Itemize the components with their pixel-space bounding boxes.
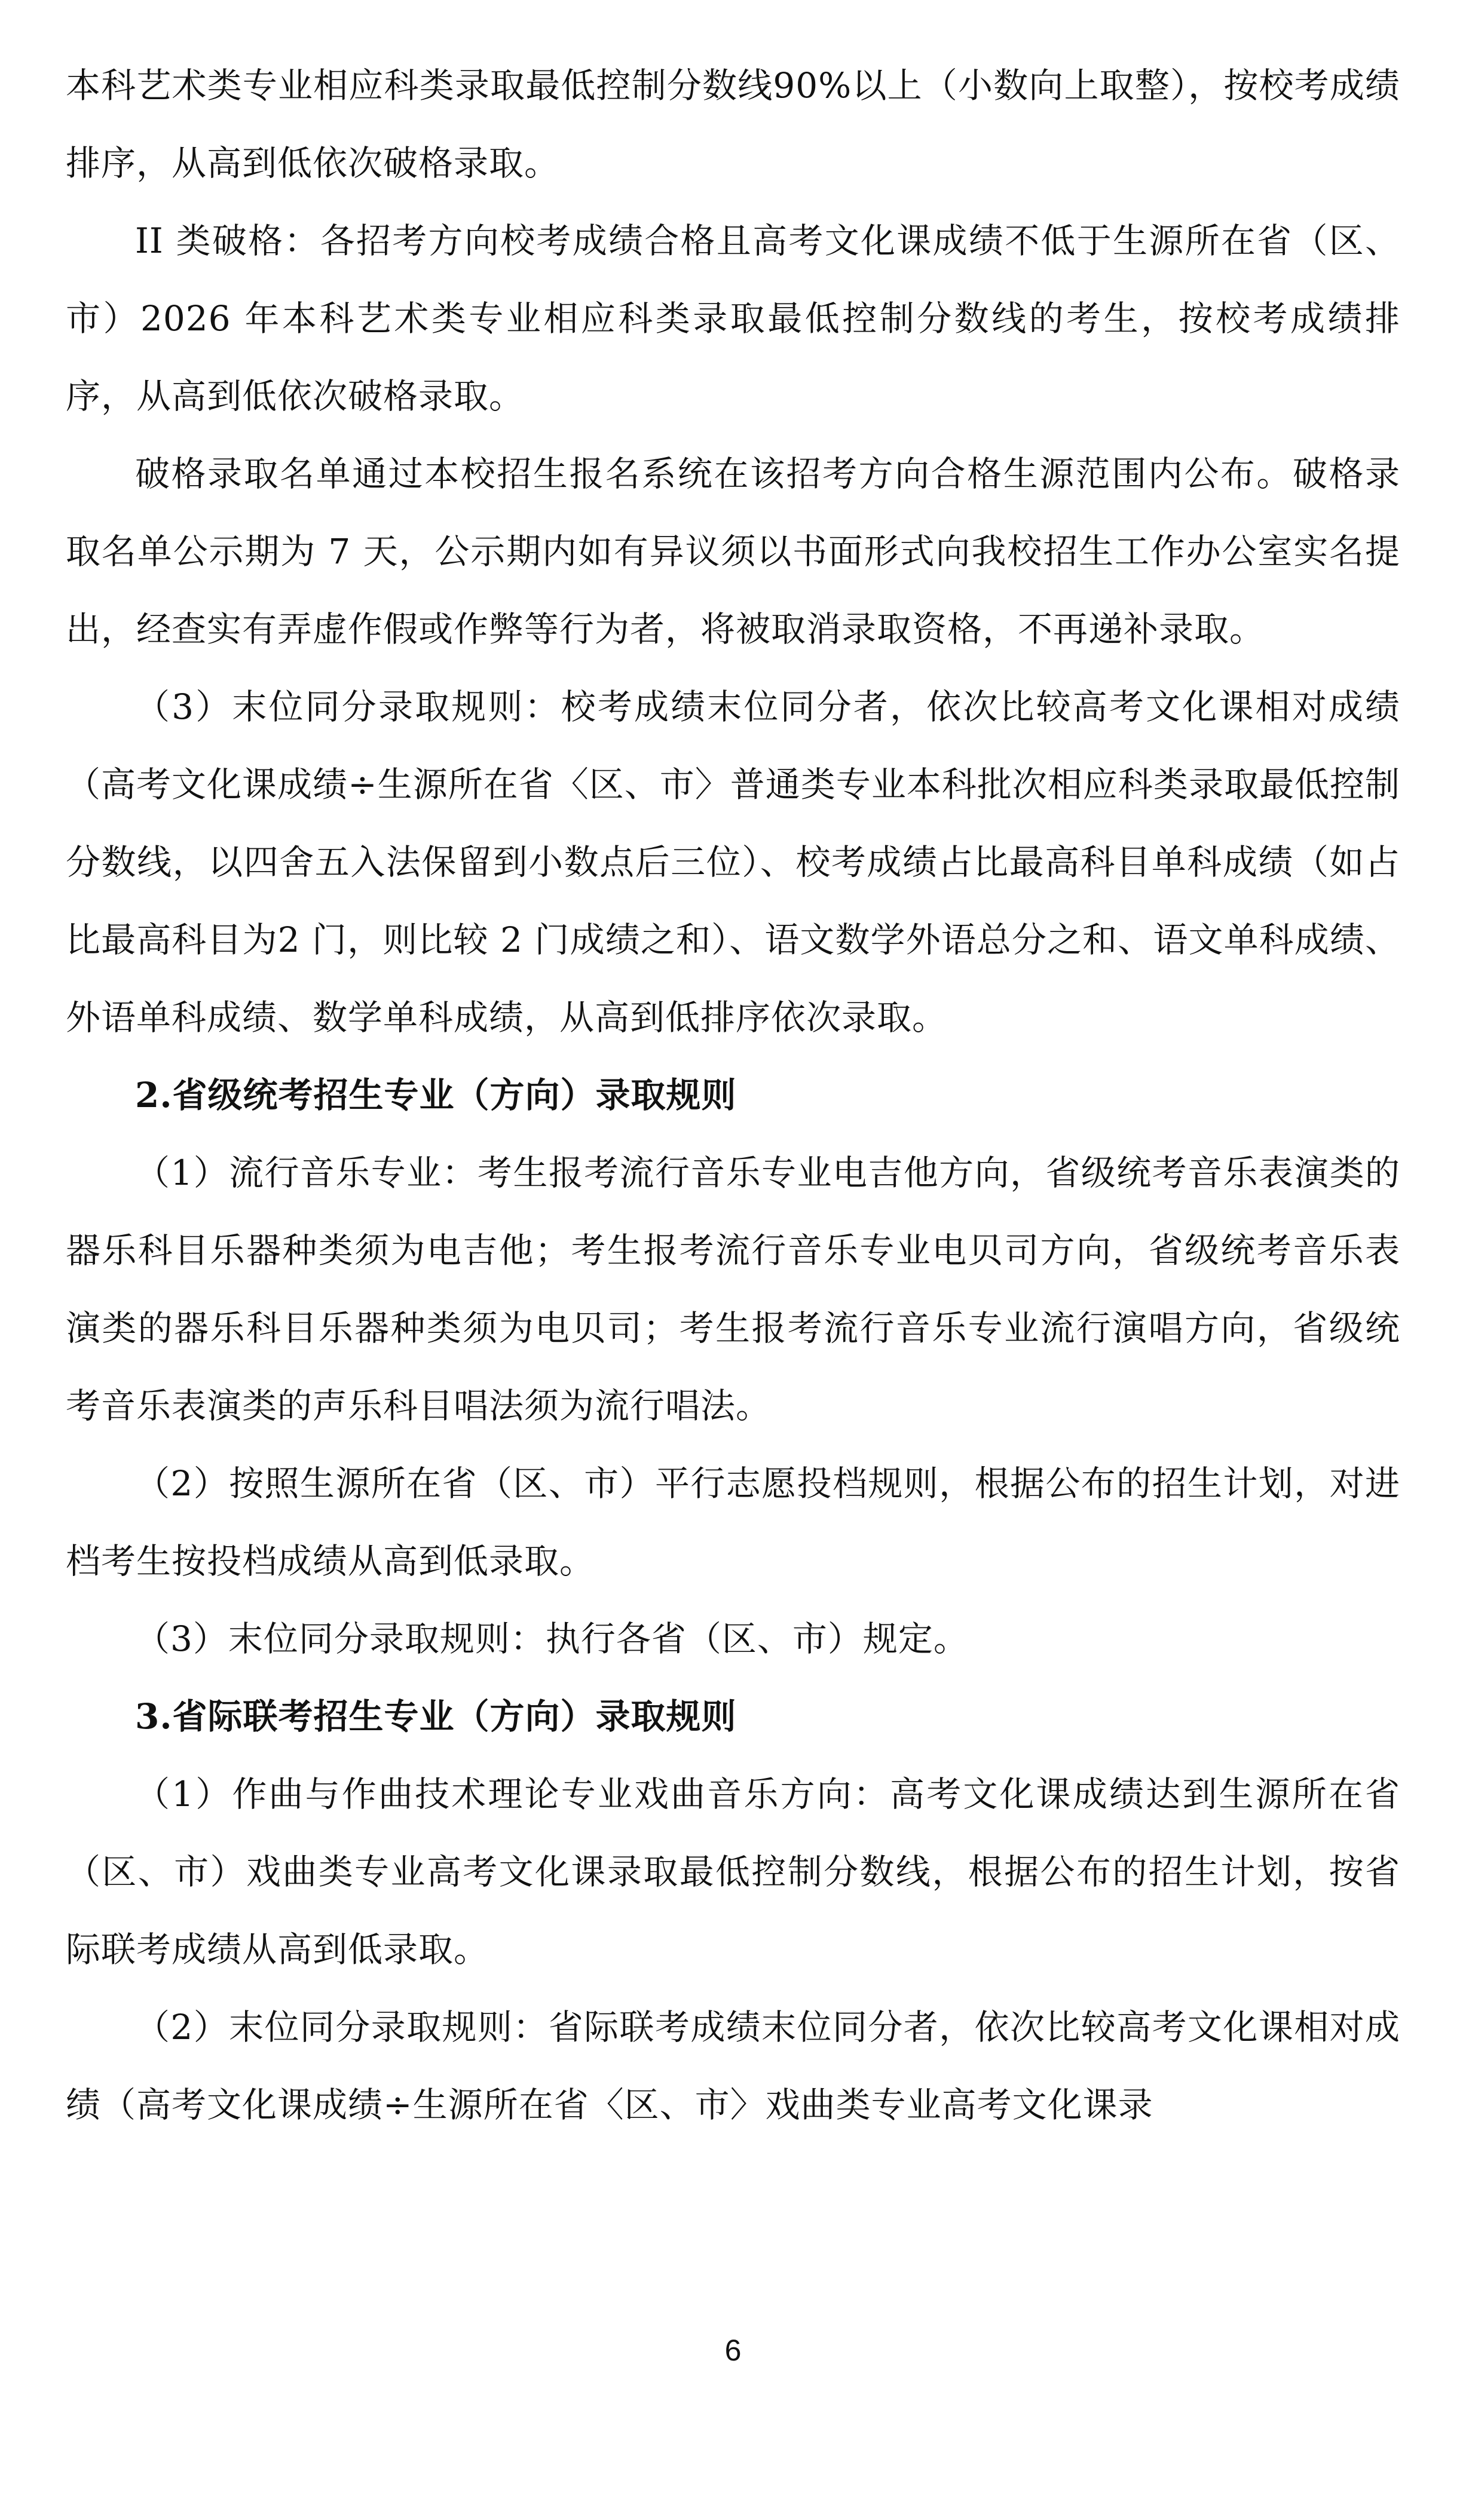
paragraph-pop-music: （1）流行音乐专业：考生报考流行音乐专业电吉他方向，省级统考音乐表演类的器乐科目乐器种类须为电吉他；考生报考流行音乐专业电贝司方向，省级统考音乐表演类的器乐科目乐器种类须为电贝司；考生报考流行音乐专业流行演唱方向，省级统考音乐表演类的声乐科目唱法须为流行唱法。: [66, 1152, 1400, 1426]
paragraph-opera-music: （1）作曲与作曲技术理论专业戏曲音乐方向：高考文化课成绩达到生源所在省（区、市）戏曲类专业高考文化课录取最低控制分数线，根据公布的招生计划，按省际联考成绩从高到低录取。: [66, 1774, 1400, 1970]
paragraph-exception-list-publication: 破格录取名单通过本校招生报名系统在该招考方向合格生源范围内公布。破格录取名单公示期为 7 天，公示期内如有异议须以书面形式向我校招生工作办公室实名提出，经查实有弄虚作假或作弊等行为者，将被取消录取资格，不再递补录取。: [66, 453, 1400, 649]
section-heading-provincial-exam: 2.省级统考招生专业（方向）录取规则: [135, 1075, 737, 1115]
document-body: [66, 47, 1400, 2144]
paragraph-provincial-tie-break: （3）末位同分录取规则：执行各省（区、市）规定。: [135, 1618, 969, 1659]
paragraph-joint-tie-break: （2）末位同分录取规则：省际联考成绩末位同分者，依次比较高考文化课相对成绩（高考文化课成绩÷生源所在省〈区、市〉戏曲类专业高考文化课录: [66, 2007, 1400, 2125]
paragraph-type-ii-exception: II 类破格：各招考方向校考成绩合格且高考文化课成绩不低于生源所在省（区、市）2026 年本科艺术类专业相应科类录取最低控制分数线的考生，按校考成绩排序，从高到低依次破格录取。: [66, 220, 1400, 416]
paragraph-continuation: 本科艺术类专业相应科类录取最低控制分数线90%以上（小数向上取整），按校考成绩排序，从高到低依次破格录取。: [66, 65, 1400, 183]
paragraph-tie-break-rule: （3）末位同分录取规则：校考成绩末位同分者，依次比较高考文化课相对成绩（高考文化课成绩÷生源所在省〈区、市〉普通类专业本科批次相应科类录取最低控制分数线，以四舍五入法保留到小数点后三位）、校考成绩占比最高科目单科成绩（如占比最高科目为2 门，则比较 2 门成绩之和）、语文数学外语总分之和、语文单科成绩、外语单科成绩、数学单科成绩，从高到低排序依次录取。: [66, 686, 1400, 1038]
page-number: 6: [724, 2334, 742, 2367]
section-heading-joint-exam: 3.省际联考招生专业（方向）录取规则: [135, 1696, 737, 1737]
paragraph-parallel-admission: （2）按照生源所在省（区、市）平行志愿投档规则，根据公布的招生计划，对进档考生按投档成绩从高到低录取。: [66, 1463, 1400, 1581]
